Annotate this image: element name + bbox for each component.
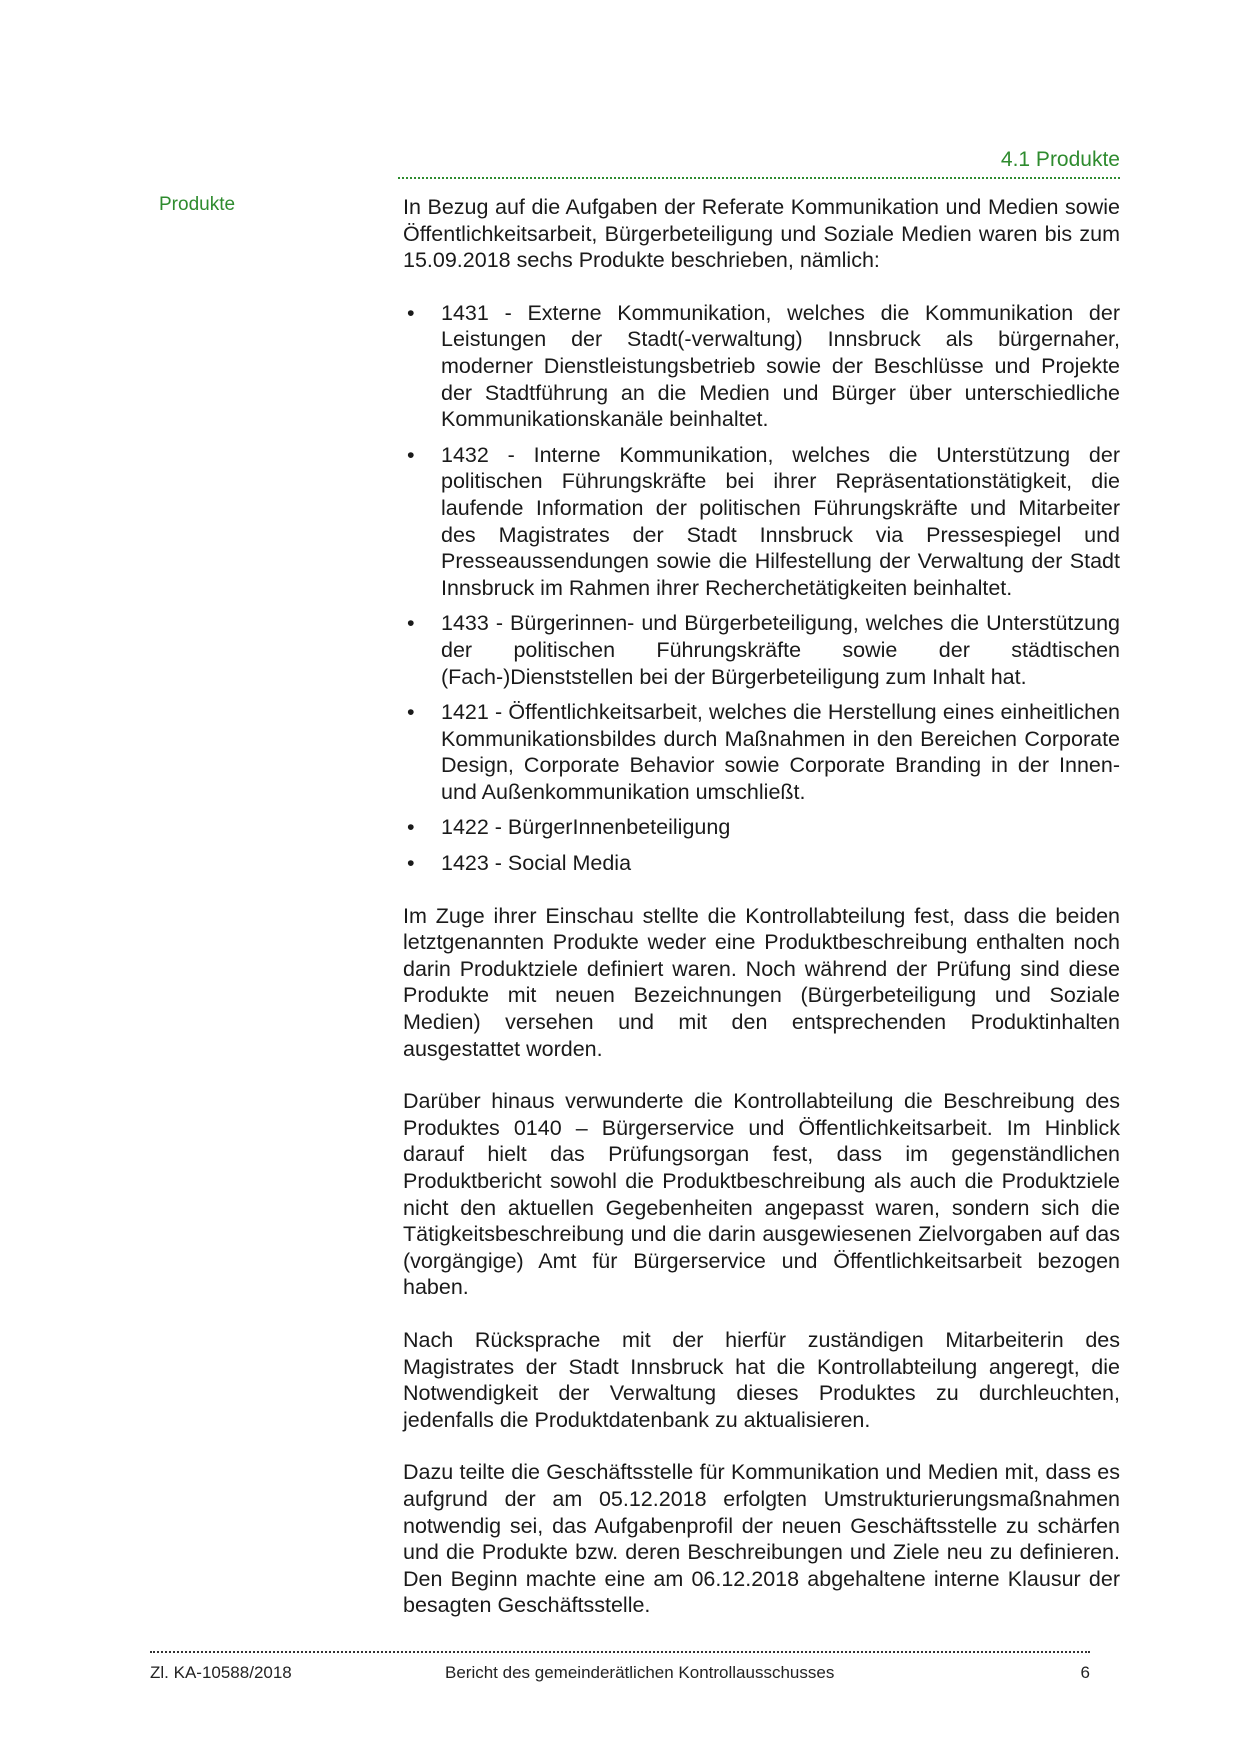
list-item: • 1433 - Bürgerinnen- und Bürgerbeteiligung, welches die Unterstützung der politischen Führungskräfte sowie der städtischen (Fach-)Dienststellen bei der Bürgerbeteiligung zum Inhalt hat.: [403, 610, 1120, 690]
page-footer: [150, 1663, 1090, 1685]
intro-paragraph: In Bezug auf die Aufgaben der Referate Kommunikation und Medien sowie Öffentlichkeitsarbeit, Bürgerbeteiligung und Soziale Medien waren bis zum 15.09.2018 sechs Produkte beschrieben, nämlich:: [403, 195, 1120, 273]
list-item: • 1423 - Social Media: [403, 850, 1120, 877]
list-item: • 1421 - Öffentlichkeitsarbeit, welches die Herstellung eines einheitlichen Kommunikationsbildes durch Maßnahmen in den Bereichen Corporate Design, Corporate Behavior sowie Corporate Branding in der Innen- und Außenkommunikation umschließt.: [403, 699, 1120, 805]
footer-divider: [150, 1651, 1090, 1653]
margin-note: Produkte: [159, 194, 236, 215]
page-number: 6: [1080, 1663, 1090, 1682]
header-divider: [398, 177, 1120, 179]
section-title: 4.1 Produkte: [1000, 148, 1120, 171]
list-item: • 1431 - Externe Kommunikation, welches die Kommunikation der Leistungen der Stadt(-verwaltung) Innsbruck als bürgernaher, moderner Dienstleistungsbetrieb sowie der Beschlüsse und Projekte der Stadtführung an die Medien und Bürger über unterschiedliche Kommunikationskanäle beinhaltet.: [403, 300, 1120, 433]
list-item: • 1422 - BürgerInnenbeteiligung: [403, 814, 1120, 841]
list-item: • 1432 - Interne Kommunikation, welches die Unterstützung der politischen Führungskräfte bei ihrer Repräsentationstätigkeit, die laufende Information der politischen Führungskräfte und Mitarbeiter des Magistrates der Stadt Innsbruck via Pressespiegel und Presseaussendungen sowie die Hilfestellung der Verwaltung der Stadt Innsbruck im Rahmen ihrer Recherchetätigkeiten beinhaltet.: [403, 442, 1120, 602]
body-paragraph: Darüber hinaus verwunderte die Kontrollabteilung die Beschreibung des Produktes 0140 – Bürgerservice und Öffentlichkeitsarbeit. Im Hinblick darauf hielt das Prüfungsorgan fest, dass im gegenständlichen Produktbericht sowohl die Produktbeschreibung als auch die Produktziele nicht den aktuellen Gegebenheiten angepasst waren, sondern sich die Tätigkeitsbeschreibung und die darin ausgewiesenen Zielvorgaben auf das (vorgängige) Amt für Bürgerservice und Öffentlichkeitsarbeit bezogen haben.: [403, 1089, 1120, 1300]
footer-report-title: Bericht des gemeinderätlichen Kontrollausschusses: [445, 1663, 835, 1682]
body-paragraph: Im Zuge ihrer Einschau stellte die Kontrollabteilung fest, dass die beiden letztgenannten Produkte weder eine Produktbeschreibung enthalten noch darin Produktziele definiert waren. Noch während der Prüfung sind diese Produkte mit neuen Bezeichnungen (Bürgerbeteiligung und Soziale Medien) versehen und mit den entsprechenden Produktinhalten ausgestattet worden.: [403, 903, 1120, 1061]
body-paragraph: Dazu teilte die Geschäftsstelle für Kommunikation und Medien mit, dass es aufgrund der am 05.12.2018 erfolgten Umstrukturierungsmaßnahmen notwendig sei, das Aufgabenprofil der neuen Geschäftsstelle zu schärfen und die Produkte bzw. deren Beschreibungen und Ziele neu zu definieren. Den Beginn machte eine am 06.12.2018 abgehaltene interne Klausur der besagten Geschäftsstelle.: [403, 1460, 1120, 1618]
product-list: [403, 300, 1120, 877]
main-content: [403, 194, 1120, 1645]
body-paragraph: Nach Rücksprache mit der hierfür zuständigen Mitarbeiterin des Magistrates der Stadt Innsbruck hat die Kontrollabteilung angeregt, die Notwendigkeit der Verwaltung dieses Produktes zu durchleuchten, jedenfalls die Produktdatenbank zu aktualisieren.: [403, 1327, 1120, 1432]
footer-reference: Zl. KA-10588/2018: [150, 1663, 292, 1682]
